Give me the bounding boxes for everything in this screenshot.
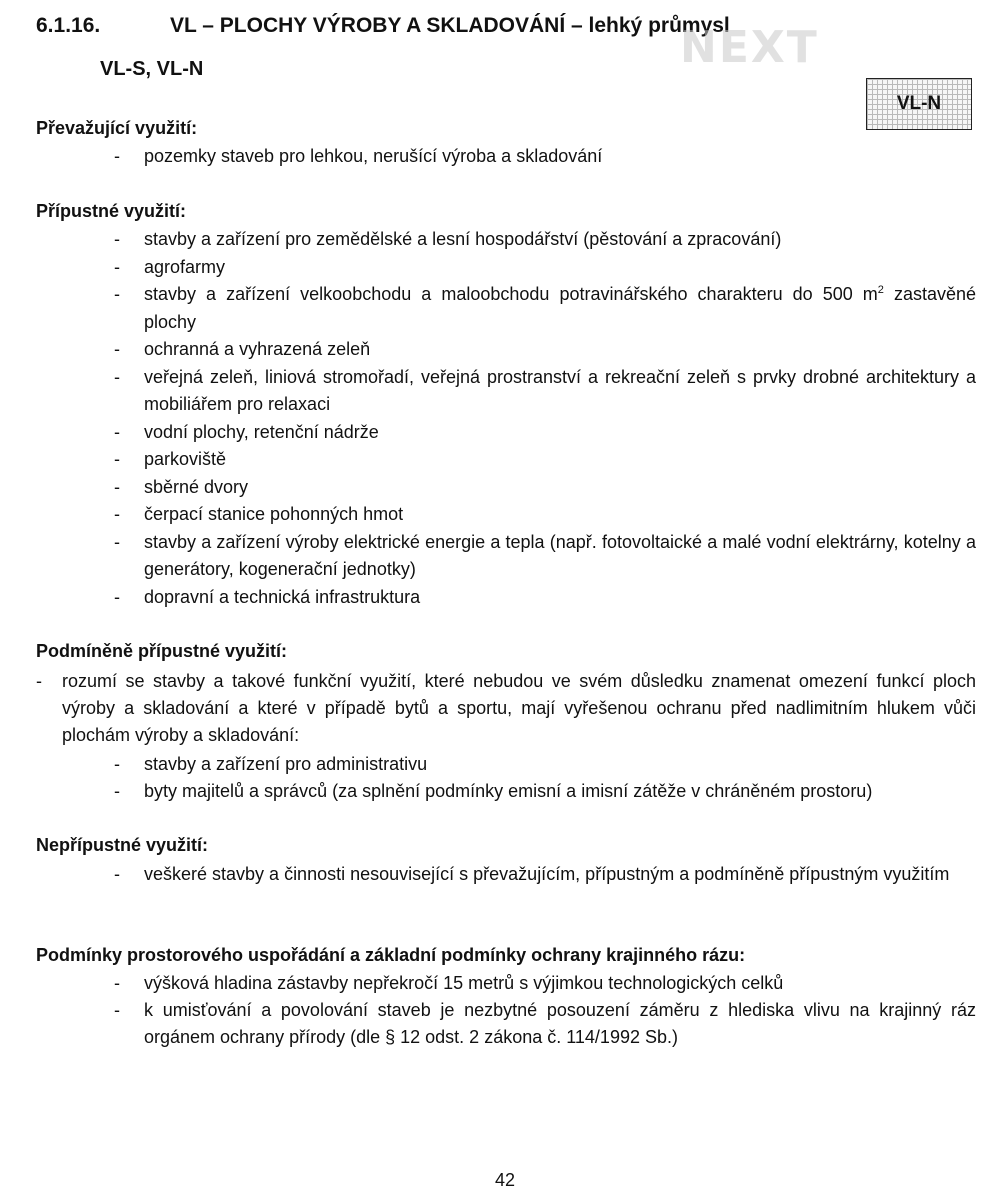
section-heading bbox=[36, 14, 730, 38]
list-item: - parkoviště bbox=[114, 446, 976, 474]
list-item: - veškeré stavby a činnosti nesouvisející s převažujícím, přípustným a podmíněně přípustným využitím bbox=[114, 861, 976, 888]
list-item: - čerpací stanice pohonných hmot bbox=[114, 501, 976, 529]
podminene-list bbox=[114, 751, 976, 805]
pripustne-list bbox=[114, 226, 976, 611]
nepripustne-title: Nepřípustné využití: bbox=[36, 835, 209, 855]
list-item: - pozemky staveb pro lehkou, nerušící výroba a skladování bbox=[114, 143, 976, 170]
nepripustne-list bbox=[114, 861, 976, 888]
prevazujici-list bbox=[114, 143, 976, 170]
list-item: - vodní plochy, retenční nádrže bbox=[114, 419, 976, 447]
next-watermark-logo: NEXT bbox=[680, 22, 819, 73]
podminene-intro-text: rozumí se stavby a takové funkční využití, které nebudou ve svém důsledku znamenat omezení funkcí ploch výroby a skladování a které v případě bytů a sportu, mají vyřešenou ochranu před nadlimitním hlukem vůči plochám výroby a skladování: bbox=[62, 671, 976, 745]
list-item: - stavby a zařízení pro zemědělské a lesní hospodářství (pěstování a zpracování) bbox=[114, 226, 976, 254]
podminky-list bbox=[114, 970, 976, 1051]
list-item: - agrofarmy bbox=[114, 254, 976, 282]
page-number: 42 bbox=[494, 1170, 516, 1190]
list-item-text: stavby a zařízení velkoobchodu a maloobchodu potravinářského charakteru do 500 m bbox=[144, 284, 878, 304]
list-item: - sběrné dvory bbox=[114, 474, 976, 502]
list-item: - stavby a zařízení pro administrativu bbox=[114, 751, 976, 778]
zone-code-label: VL-N bbox=[896, 93, 942, 114]
list-item: - veřejná zeleň, liniová stromořadí, veřejná prostranství a rekreační zeleň s prvky drobné architektury a mobiliářem pro relaxaci bbox=[114, 364, 976, 419]
list-item: - dopravní a technická infrastruktura bbox=[114, 584, 976, 612]
list-item: - byty majitelů a správců (za splnění podmínky emisní a imisní zátěže v chráněném prostoru) bbox=[114, 778, 976, 805]
superscript: 2 bbox=[877, 284, 884, 296]
podminene-title: Podmíněně přípustné využití: bbox=[36, 641, 288, 661]
list-item-tail: zastavěné plochy bbox=[144, 284, 976, 332]
list-item: - k umisťování a povolování staveb je nezbytné posouzení záměru z hlediska vlivu na krajinný ráz orgánem ochrany přírody (dle § 12 odst. 2 zákona č. 114/1992 Sb.) bbox=[114, 997, 976, 1051]
list-item: - stavby a zařízení výroby elektrické energie a tepla (např. fotovoltaické a malé vodní elektrárny, kotelny a generátory, kogenerační jednotky) bbox=[114, 529, 976, 584]
list-item bbox=[114, 281, 976, 336]
zone-code-badge bbox=[866, 78, 972, 130]
list-item: - ochranná a vyhrazená zeleň bbox=[114, 336, 976, 364]
pripustne-title: Přípustné využití: bbox=[36, 201, 187, 221]
section-subtitle: VL-S, VL-N bbox=[100, 58, 204, 80]
dash-marker: - bbox=[36, 671, 42, 691]
prevazujici-title: Převažující využití: bbox=[36, 118, 198, 138]
podminene-intro bbox=[36, 668, 976, 749]
list-item: - výšková hladina zástavby nepřekročí 15 metrů s výjimkou technologických celků bbox=[114, 970, 976, 997]
section-number: 6.1.16. bbox=[36, 14, 101, 37]
section-title: VL – PLOCHY VÝROBY A SKLADOVÁNÍ – lehký průmysl bbox=[170, 14, 730, 37]
podminky-title: Podmínky prostorového uspořádání a základní podmínky ochrany krajinného rázu: bbox=[36, 945, 746, 965]
